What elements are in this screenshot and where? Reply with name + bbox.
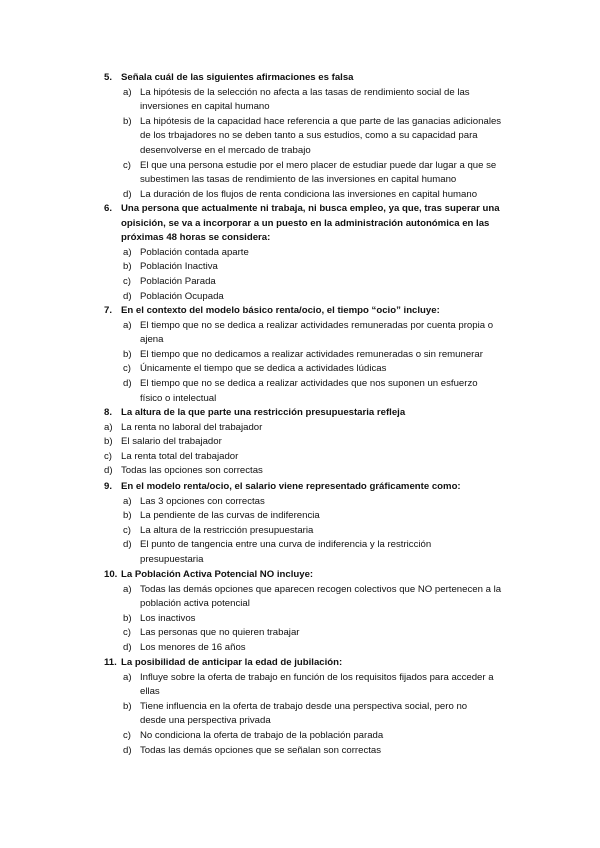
option-label: c) [123,524,131,536]
option-text: Los menores de 16 años [140,641,246,653]
option-label: a) [123,583,132,595]
option-label: d) [123,744,132,756]
option-text: El punto de tangencia entre una curva de indiferencia y la restricción [140,539,432,551]
option-text: subestimen las tasas de rendimiento de las inversiones en capital humano [140,174,457,186]
option-text: Tiene influencia en la oferta de trabajo desde una perspectiva social, pero no [140,700,468,712]
option-text: inversiones en capital humano [140,101,270,113]
option-text: El tiempo que no se dedica a realizar actividades que nos suponen un esfuerzo [140,377,478,389]
option-text: La pendiente de las curvas de indiferencia [140,510,320,522]
option-text: El salario del trabajador [121,436,222,448]
question-text: En el contexto del modelo básico renta/ocio, el tiempo “ocio” incluye: [121,305,440,316]
question-text: Señala cuál de las siguientes afirmaciones es falsa [121,72,354,83]
question-number: 7. [104,305,113,316]
option-label: d) [123,539,132,551]
option-label: a) [123,671,132,683]
question-7 [104,304,524,406]
question-8 [104,406,524,479]
question-text: próximas 48 horas se considera: [121,232,271,244]
question-number: 8. [104,407,113,418]
question-text: La altura de la que parte una restricción presupuestaria refleja [121,407,406,418]
option-text: de los trbajadores no se deben tanto a sus estudios, como a su capacidad para [140,130,478,142]
option-text: El que una persona estudie por el mero placer de estudiar puede dar lugar a que se [140,159,497,171]
option-label: b) [104,436,113,448]
option-label: a) [123,495,132,507]
option-label: b) [123,700,132,712]
option-text: La renta no laboral del trabajador [121,421,263,433]
option-label: d) [123,377,132,389]
question-text: Una persona que actualmente ni trabaja, ni busca empleo, ya que, tras superar una [121,203,500,214]
option-text: Población Ocupada [140,290,224,302]
option-text: Todas las demás opciones que se señalan son correctas [140,744,382,756]
option-text: Los inactivos [140,612,196,624]
question-number: 5. [104,72,113,83]
question-6 [104,202,524,304]
option-label: b) [123,510,132,522]
option-text: desenvolverse en el mercado de trabajo [140,144,311,156]
option-label: d) [123,290,132,302]
question-5 [104,71,524,202]
option-label: a) [104,421,113,433]
option-label: c) [123,363,131,375]
option-text: La hipótesis de la selección no afecta a las tasas de rendimiento social de las [140,86,470,98]
option-text: Todas las demás opciones que aparecen recogen colectivos que NO pertenecen a la [140,583,502,595]
option-text: Población Parada [140,275,216,287]
question-text: opisición, se va a incorporar a un puesto en la administración autonómica en las [121,217,490,229]
option-text: La renta total del trabajador [121,450,239,462]
option-label: c) [123,275,131,287]
option-text: Únicamente el tiempo que se dedica a actividades lúdicas [140,363,387,375]
option-label: b) [123,348,132,360]
question-11 [104,656,524,758]
option-label: a) [123,319,132,331]
option-text: Las 3 opciones con correctas [140,495,265,507]
option-label: a) [123,86,132,98]
option-label: b) [123,115,132,127]
option-text: ellas [140,686,160,698]
option-text: población activa potencial [140,598,250,610]
option-text: desde una perspectiva privada [140,715,271,727]
option-label: c) [104,450,112,462]
question-9 [104,480,524,568]
option-label: b) [123,612,132,624]
option-label: d) [123,641,132,653]
option-label: a) [123,246,132,258]
question-number: 10. [104,569,118,580]
option-label: c) [123,729,131,741]
option-text: La altura de la restricción presupuestaria [140,524,314,536]
option-text: Todas las opciones son correctas [121,465,263,477]
option-label: c) [123,627,131,639]
option-text: La hipótesis de la capacidad hace referencia a que parte de las ganacias adicionales [140,115,502,127]
option-text: Las personas que no quieren trabajar [140,627,300,639]
option-text: Influye sobre la oferta de trabajo en función de los requisitos fijados para acceder a [140,671,494,683]
question-text: La Población Activa Potencial NO incluye: [121,569,314,580]
option-text: El tiempo que no se dedica a realizar actividades remuneradas por cuenta propia o [140,319,494,331]
option-text: Población Inactiva [140,261,218,273]
option-text: La duración de los flujos de renta condiciona las inversiones en capital humano [140,188,478,200]
option-label: d) [123,188,132,200]
option-text: El tiempo que no dedicamos a realizar actividades remuneradas o sin remunerar [140,348,483,360]
option-text: ajena [140,334,164,346]
question-number: 6. [104,203,113,214]
option-text: Población contada aparte [140,246,249,258]
option-label: c) [123,159,131,171]
question-10 [104,568,524,656]
question-text: La posibilidad de anticipar la edad de jubilación: [121,657,343,668]
option-text: No condiciona la oferta de trabajo de la población parada [140,729,384,741]
question-number: 11. [104,657,117,668]
question-text: En el modelo renta/ocio, el salario viene representado gráficamente como: [121,481,461,492]
question-number: 9. [104,481,113,492]
option-text: físico o intelectual [140,392,217,404]
option-label: b) [123,261,132,273]
option-label: d) [104,465,113,477]
option-text: presupuestaria [140,553,204,565]
